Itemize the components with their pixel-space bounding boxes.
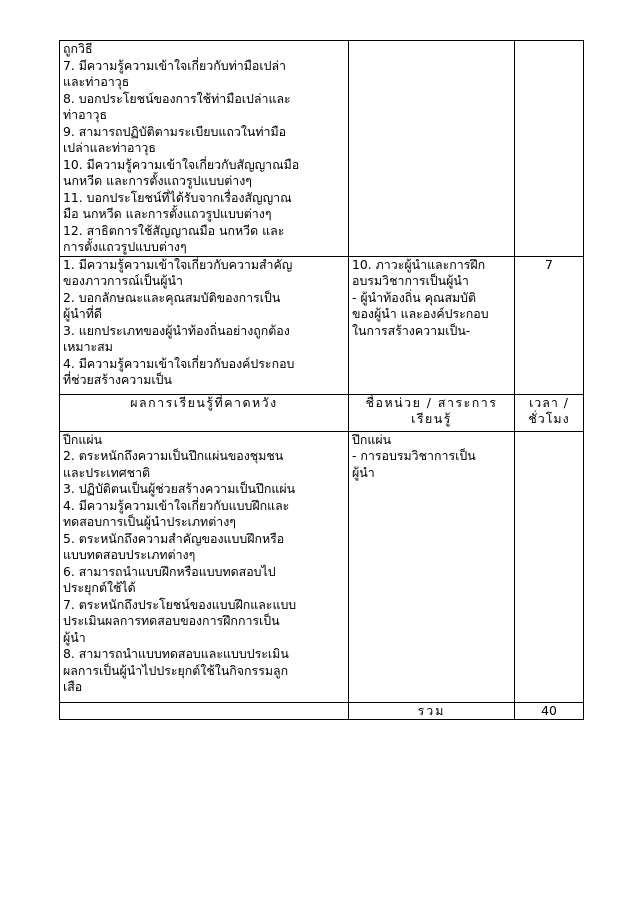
cell-line: - การอบรมวิชาการเป็น (352, 448, 476, 463)
cell-line: 8. สามารถนำแบบทดสอบและแบบประเมิน (63, 646, 289, 661)
cell-line: การตั้งแถวรูปแบบต่างๆ (63, 239, 187, 254)
objectives-list (63, 432, 345, 696)
objectives-list (63, 41, 345, 256)
cell-line: 7. ตระหนักถึงประโยชน์ของแบบฝึกและแบบ (63, 596, 297, 612)
cell-line: 8. บอกประโยชน์ของการใช้ท่ามือเปล่าและ (63, 90, 291, 106)
cell-line: ในการสร้างความเป็น- (352, 322, 471, 338)
total-empty-cell (60, 702, 349, 720)
unit-list (352, 257, 511, 340)
cell-line: แบบทดสอบประเภทต่างๆ (63, 547, 196, 562)
cell-line: ปีกแผ่น (63, 431, 103, 447)
cell-line: ประเมินผลการทดสอบของการฝึกการเป็น (63, 613, 280, 628)
cell-line: ผู้นำ (63, 629, 86, 645)
unit-cell (349, 256, 515, 394)
hours-cell (515, 41, 584, 257)
cell-line: 10. ภาวะผู้นำและการฝึก (352, 256, 486, 272)
cell-line: ผู้นำ (352, 464, 375, 480)
objectives-cell (60, 431, 349, 702)
total-row (60, 702, 584, 720)
table-row (60, 41, 584, 257)
total-label: รวม (349, 702, 515, 720)
objectives-cell (60, 41, 349, 257)
cell-line: และประเทศชาติ (63, 464, 151, 480)
hours-cell (515, 431, 584, 702)
cell-line: ทดสอบการเป็นผู้นำประเภทต่างๆ (63, 514, 236, 529)
cell-line: ท่าอาวุธ (63, 107, 108, 122)
cell-line: 1. มีความรู้ความเข้าใจเกี่ยวกับความสำคัญ (63, 256, 293, 272)
cell-line: 10. มีความรู้ความเข้าใจเกี่ยวกับสัญญาณมือ (63, 156, 300, 172)
total-value: 40 (515, 702, 584, 720)
table-row (60, 431, 584, 702)
cell-line: 2. ตระหนักถึงความเป็นปึกแผ่นของชุมชน (63, 448, 284, 463)
cell-line: 5. ตระหนักถึงความสำคัญของแบบฝึกหรือ (63, 530, 285, 546)
course-outline-table (59, 40, 584, 720)
cell-line: ผลการเป็นผู้นำไปประยุกต์ใช้ในกิจกรรมลูก (63, 662, 289, 678)
header-hours (515, 394, 584, 431)
cell-line: 11. บอกประโยชน์ที่ได้รับจากเรื่องสัญญาณ (63, 189, 292, 205)
header-label: ชั่วโมง (528, 411, 570, 426)
cell-line: ของภาวการณ์เป็นผู้นำ (63, 273, 183, 288)
cell-line: เสือ (63, 679, 83, 694)
cell-line: นกหวีด และการตั้งแถวรูปแบบต่างๆ (63, 173, 252, 188)
cell-line: 7. มีความรู้ความเข้าใจเกี่ยวกับท่ามือเปล่า (63, 57, 287, 73)
hours-cell: 7 (515, 256, 584, 394)
header-label: เรียนรู้ (411, 411, 452, 426)
cell-line: และท่าอาวุธ (63, 74, 130, 89)
header-unit-content (349, 394, 515, 431)
cell-line: ผู้นำที่ดี (63, 306, 102, 321)
header-label: ชื่อหน่วย / สาระการ (365, 394, 498, 410)
cell-line: 9. สามารถปฏิบัติตามระเบียบแถวในท่ามือ (63, 123, 287, 139)
cell-line: 2. บอกลักษณะและคุณสมบัติของการเป็น (63, 289, 281, 305)
header-expected-outcomes (60, 394, 349, 431)
cell-line: เปล่าและท่าอาวุธ (63, 140, 156, 155)
cell-line: มือ นกหวีด และการตั้งแถวรูปแบบต่างๆ (63, 206, 272, 221)
unit-cell (349, 431, 515, 702)
cell-line: ที่ช่วยสร้างความเป็น (63, 372, 172, 387)
cell-line: - ผู้นำท้องถิ่น คุณสมบัติ (352, 289, 477, 305)
unit-cell (349, 41, 515, 257)
cell-line: 6. สามารถนำแบบฝึกหรือแบบทดสอบไป (63, 563, 276, 579)
cell-line: 3. แยกประเภทของผู้นำท้องถิ่นอย่างถูกต้อง (63, 322, 290, 338)
cell-line: เหมาะสม (63, 339, 113, 354)
cell-line: ปึกแผ่น (352, 431, 392, 447)
cell-line: อบรมวิชาการเป็นผู้นำ (352, 273, 469, 288)
cell-line: 3. ปฏิบัติตนเป็นผู้ช่วยสร้างความเป็นปึกแผ่น (63, 481, 296, 496)
cell-line: ประยุกต์ใช้ได้ (63, 580, 136, 595)
objectives-cell (60, 256, 349, 394)
objectives-list (63, 257, 345, 389)
cell-line: 4. มีความรู้ความเข้าใจเกี่ยวกับองค์ประกอบ (63, 355, 295, 371)
header-label: ผลการเรียนรู้ที่คาดหวัง (130, 394, 278, 410)
cell-line: ถูกวิธี (63, 41, 93, 56)
table-header-row (60, 394, 584, 431)
header-label: เวลา / (529, 394, 569, 410)
cell-line: ของผู้นำ และองค์ประกอบ (352, 306, 489, 321)
unit-list (352, 432, 511, 482)
table-row (60, 256, 584, 394)
cell-line: 4. มีความรู้ความเข้าใจเกี่ยวกับแบบฝึกและ (63, 497, 290, 513)
cell-line: 12. สาธิตการใช้สัญญาณมือ นกหวีด และ (63, 222, 285, 238)
